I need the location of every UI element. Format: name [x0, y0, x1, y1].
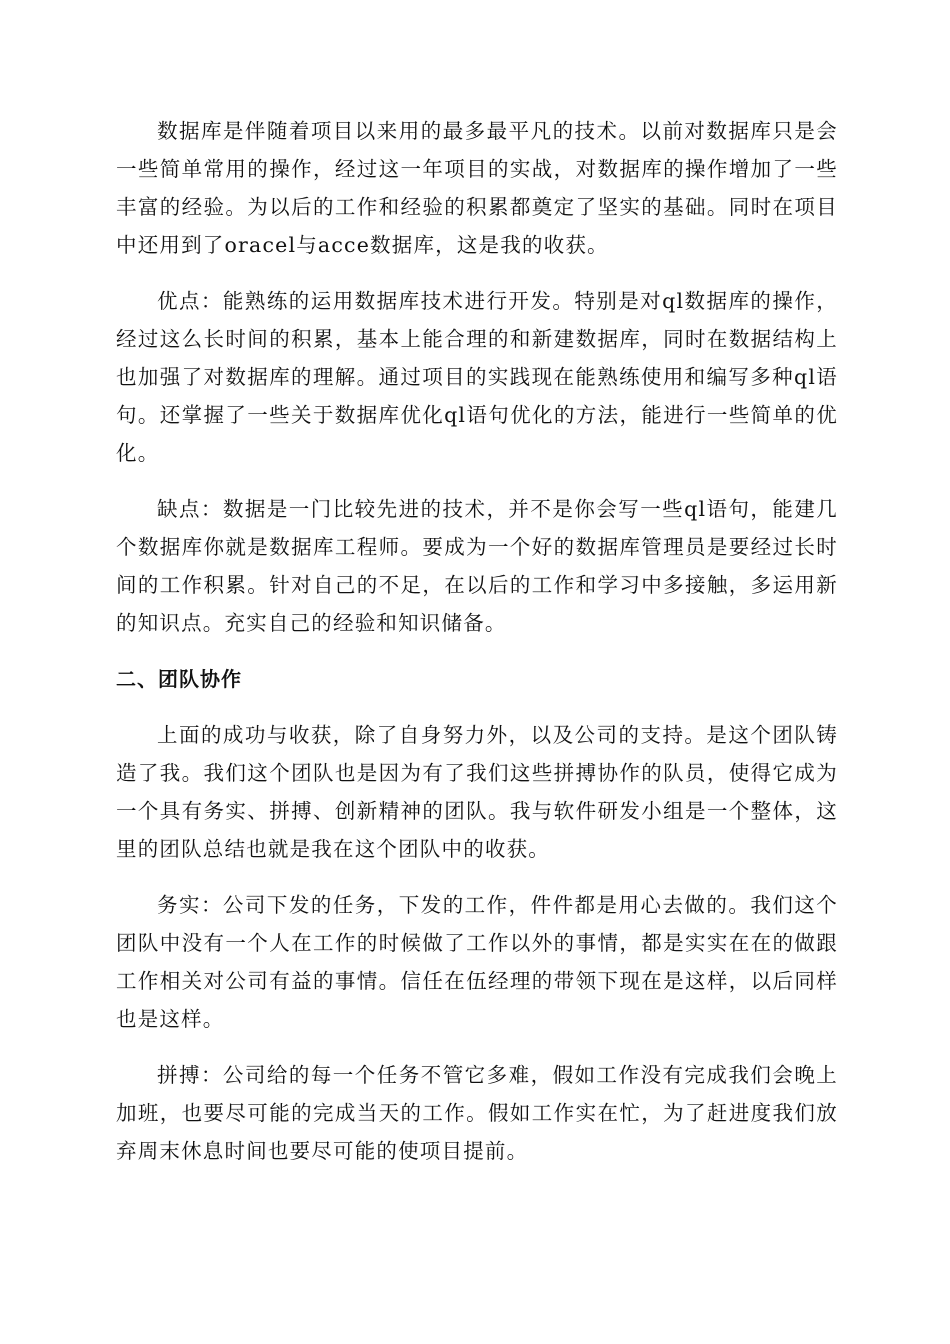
paragraph-team-intro: 上面的成功与收获，除了自身努力外，以及公司的支持。是这个团队铸造了我。我们这个团队也是因为有了我们这些拼搏协作的队员，使得它成为一个具有务实、拼搏、创新精神的团队。我与软件研发小组是一个整体，这里的团队总结也就是我在这个团队中的收获。 — [116, 723, 838, 861]
paragraph-advantages: 优点：能熟练的运用数据库技术进行开发。特别是对ql数据库的操作，经过这么长时间的积累，基本上能合理的和新建数据库，同时在数据结构上也加强了对数据库的理解。通过项目的实践现在能熟练使用和编写多种ql语句。还掌握了一些关于数据库优化ql语句优化的方法，能进行一些简单的优化。 — [116, 289, 838, 465]
paragraph-pragmatic: 务实：公司下发的任务，下发的工作，件件都是用心去做的。我们这个团队中没有一个人在工作的时候做了工作以外的事情，都是实实在在的做跟工作相关对公司有益的事情。信任在伍经理的带领下现在是这样，以后同样也是这样。 — [116, 893, 838, 1031]
paragraph-disadvantages: 缺点：数据是一门比较先进的技术，并不是你会写一些ql语句，能建几个数据库你就是数据库工程师。要成为一个好的数据库管理员是要经过长时间的工作积累。针对自己的不足，在以后的工作和学习中多接触，多运用新的知识点。充实自己的经验和知识储备。 — [116, 497, 838, 635]
document-page — [116, 112, 838, 1188]
section-heading-teamwork: 二、团队协作 — [116, 667, 242, 691]
paragraph-hardworking: 拼搏：公司给的每一个任务不管它多难，假如工作没有完成我们会晚上加班，也要尽可能的完成当天的工作。假如工作实在忙，为了赶进度我们放弃周末休息时间也要尽可能的使项目提前。 — [116, 1063, 838, 1163]
paragraph-database-intro: 数据库是伴随着项目以来用的最多最平凡的技术。以前对数据库只是会一些简单常用的操作，经过这一年项目的实战，对数据库的操作增加了一些丰富的经验。为以后的工作和经验的积累都奠定了坚实的基础。同时在项目中还用到了oracel与acce数据库，这是我的收获。 — [116, 119, 838, 257]
